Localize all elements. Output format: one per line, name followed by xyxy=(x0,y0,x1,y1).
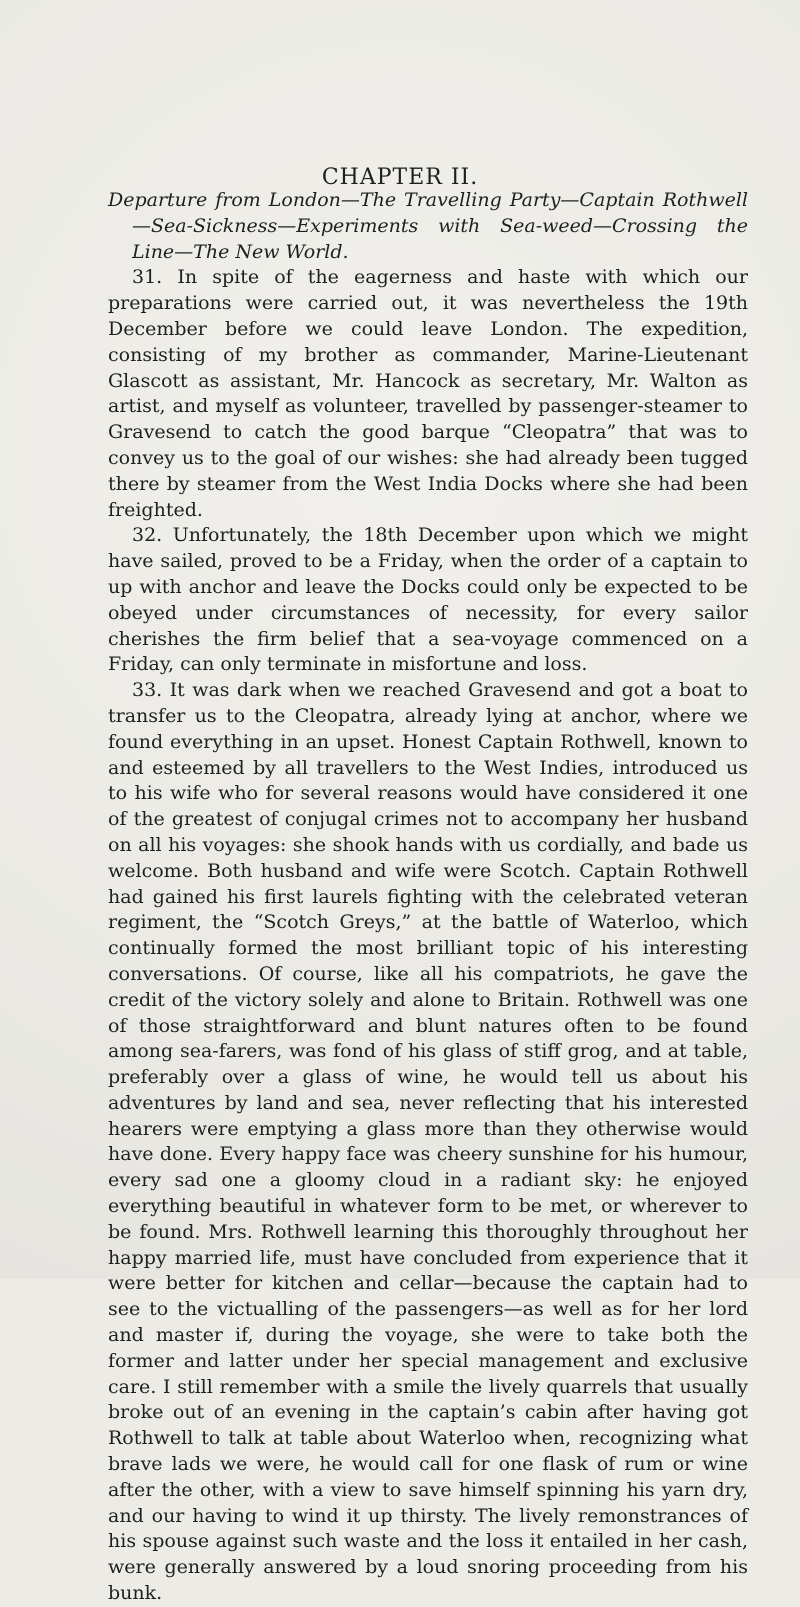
paragraph-31 xyxy=(108,265,748,523)
paragraph-number: 33. xyxy=(132,679,163,702)
paragraph-33 xyxy=(108,678,748,1607)
paragraph-text: Unfortunately, the 18th December upon which we might have sailed, proved to be a Friday, when the order of a captain to up with anchor and leave the Docks could only be expected to be obeyed under circumstances of necessity, for every sailor cherishes the firm belief that a sea-voyage commenced on a Friday, can only terminate in misfortune and loss. xyxy=(108,524,749,676)
paragraph-text: It was dark when we reached Gravesend and got a boat to transfer us to the Cleopatra, already lying at anchor, where we found everything in an upset. Honest Captain Rothwell, known to and esteemed by all travellers to the West Indies, introduced us to his wife who for several reasons would have considered it one of the greatest of conjugal crimes not to accompany her husband on all his voyages: she shook hands with us cordially, and bade us welcome. Both husband and wife were Scotch. Captain Rothwell had gained his first laurels fighting with the celebrated veteran regiment, the “Scotch Greys,” at the battle of Waterloo, which continually formed the most brilliant topic of his interesting conversations. Of course, like all his compatriots, he gave the credit of the victory solely and alone to Britain. Rothwell was one of those straightforward and blunt natures often to be found among sea-farers, was fond of his glass of stiff grog, and at table, preferably over a glass of wine, he would tell us about his adventures by land and sea, never reflecting that his interested hearers were emptying a glass more than they otherwise would have done. Every happy face was cheery sunshine for his humour, every sad one a gloomy cloud in a radiant sky: he enjoyed everything beautiful in whatever form to be met, or wherever to be found. Mrs. Rothwell learning this thoroughly throughout her happy married life, must have concluded from experience that it were better for kitchen and cellar—because the captain had to see to the victualling of the passengers—as well as for her lord and master if, during the voyage, she were to take both the former and latter under her special management and exclusive care. I still remember with a smile the lively quarrels that usually broke out of an evening in the captain’s cabin after having got Rothwell to talk at table about Waterloo when, recognizing what brave lads we were, he would call for one flask of rum or wine after the other, with a view to save himself spinning his yarn dry, and our having to wind it up thirsty. The lively remonstrances of his spouse against such waste and the loss it entailed in her cash, were generally answered by a loud snoring proceeding from his bunk. xyxy=(108,679,748,1605)
chapter-title: CHAPTER II. xyxy=(321,164,479,190)
chapter-summary: Departure from London—The Travelling Party—Captain Rothwell—Sea-Sickness—Experiments with Sea-weed—Crossing the Line—The New World. xyxy=(108,189,748,263)
paragraph-32 xyxy=(108,523,748,678)
paragraph-number: 31. xyxy=(132,266,163,289)
paragraph-text: In spite of the eagerness and haste with which our preparations were carried out, it was nevertheless the 19th December before we could leave London. The expedition, consisting of my brother as commander, Marine-Lieutenant Glascott as assistant, Mr. Hancock as secretary, Mr. Walton as artist, and myself as volunteer, travelled by passenger-steamer to Gravesend to catch the good barque “Cleopatra” that was to convey us to the goal of our wishes: she had already been tugged there by steamer from the West India Docks where she had been freighted. xyxy=(108,266,748,521)
paragraph-number: 32. xyxy=(132,524,163,547)
page-body xyxy=(108,188,748,1607)
